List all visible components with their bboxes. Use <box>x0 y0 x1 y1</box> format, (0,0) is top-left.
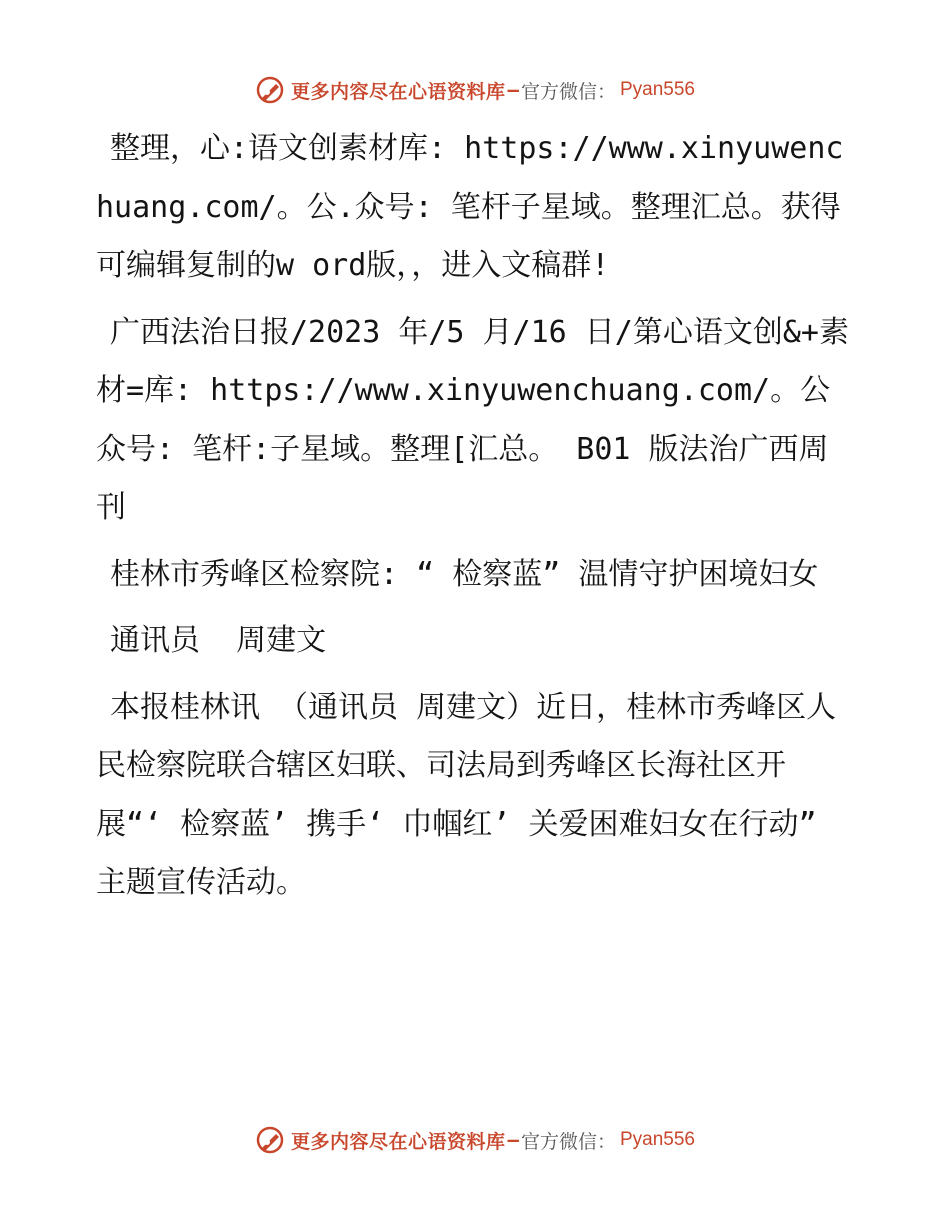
banner-wechat-id: Pyan556 <box>619 1129 695 1150</box>
header-banner <box>0 70 950 110</box>
banner-dash: — <box>507 1129 519 1151</box>
banner-wechat-id: Pyan556 <box>619 79 695 100</box>
banner-text: 更多内容尽在心语资料库 <box>291 1130 506 1153</box>
article-byline: 通讯员 周建文 <box>110 623 327 658</box>
banner-wechat-label: 官方微信： <box>520 80 616 103</box>
brush-logo-icon <box>255 1125 285 1155</box>
brush-logo-icon <box>255 75 285 105</box>
banner-dash: — <box>507 79 519 101</box>
paragraph-source: 广西法治日报/2023 年/5 月/16 日/第心语文创&+素材=库: https://www.xinyuwenchuang.com/。公众号: 笔杆:子星域。整理[汇总。 B01 版法治广西周刊 <box>96 314 849 525</box>
banner-wechat-label: 官方微信： <box>520 1130 616 1153</box>
document-body <box>96 120 850 921</box>
article-title: 桂林市秀峰区检察院: “ 检察蓝” 温情守护困境妇女 <box>110 556 819 592</box>
banner-text: 更多内容尽在心语资料库 <box>291 80 506 103</box>
paragraph-lead: 本报桂林讯 （通讯员 周建文）近日，桂林市秀峰区人民检察院联合辖区妇联、司法局到秀峰区长海社区开展“‘ 检察蓝’ 携手‘ 巾帼红’ 关爱困难妇女在行动” 主题宣传活动。 <box>96 689 837 900</box>
paragraph-intro: 整理，心:语文创素材库: https://www.xinyuwenchuang.com/。公.众号: 笔杆子星域。整理汇总。获得可编辑复制的w ord版，，进入文稿群! <box>96 131 844 283</box>
footer-banner <box>0 1120 950 1160</box>
